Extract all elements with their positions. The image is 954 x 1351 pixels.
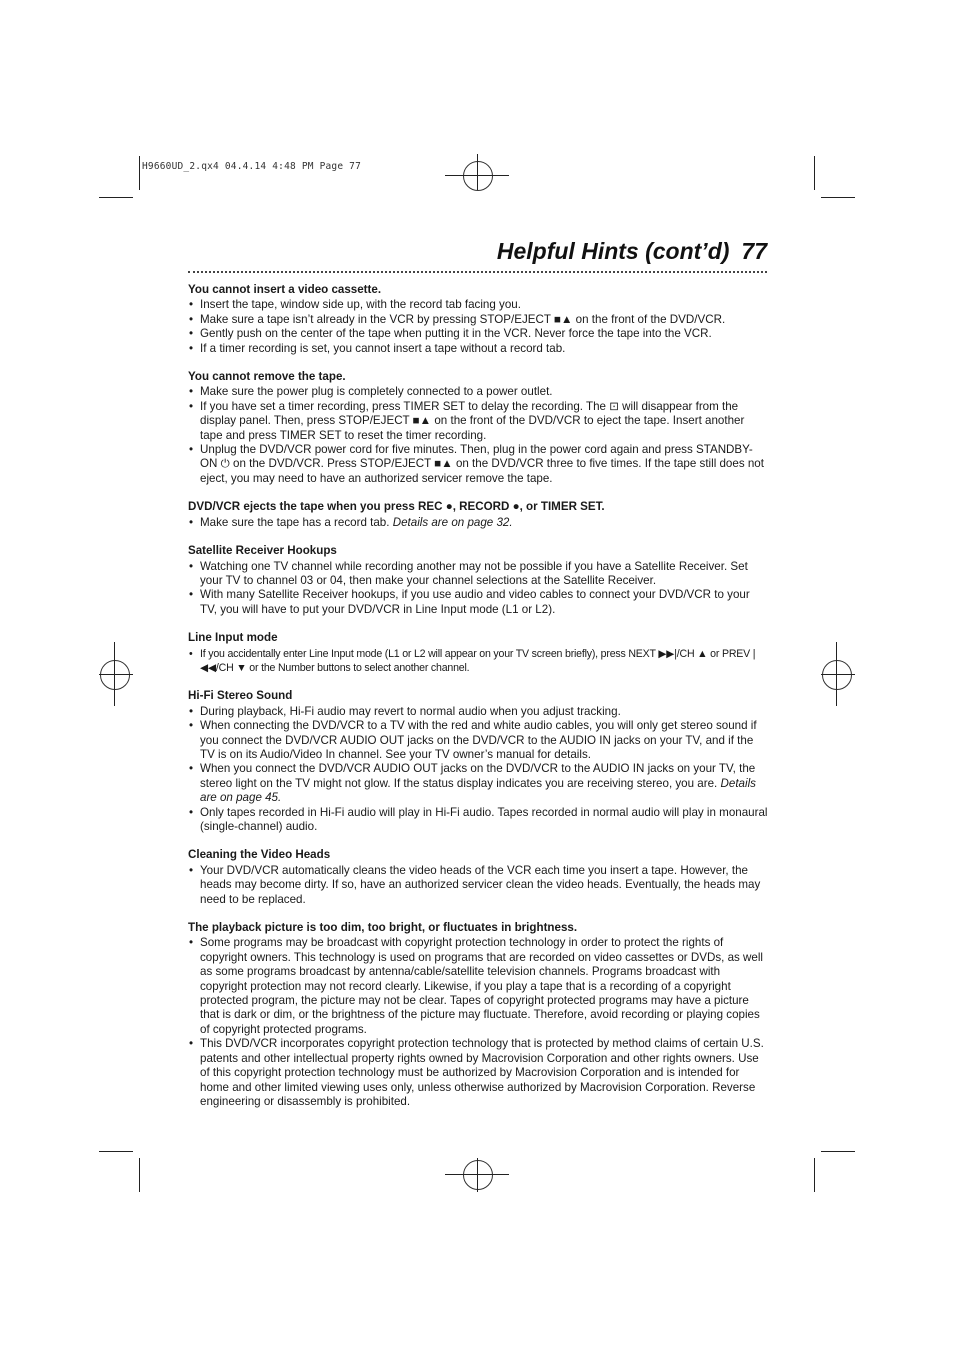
section-heading: Line Input mode <box>188 631 278 645</box>
crop-mark-top-left-h <box>99 197 133 198</box>
bullet-text: If you accidentally enter Line Input mode (L1 or L2 will appear on your TV screen briefly), press NEXT ▶▶|/CH ▲ or PREV |◀◀/CH ▼ or the Number buttons to select another channel. <box>200 647 756 674</box>
dotted-divider <box>188 271 767 273</box>
bullet-item <box>188 588 769 617</box>
bullet-item <box>188 443 769 486</box>
bullet-item <box>188 705 769 719</box>
crop-mark-top-right-v <box>814 156 815 190</box>
bullet-list <box>188 385 769 486</box>
crop-mark-bottom-left-h <box>99 1151 133 1152</box>
registration-line <box>821 674 855 675</box>
print-slug: H9660UD_2.qx4 04.4.14 4:48 PM Page 77 <box>142 161 362 172</box>
bullet-item <box>188 400 769 443</box>
bullet-text: During playback, Hi-Fi audio may revert to normal audio when you adjust tracking. <box>200 704 621 718</box>
registration-line <box>477 1158 478 1192</box>
bullet-list <box>188 936 769 1109</box>
hints-content <box>188 283 769 1123</box>
bullet-text: Make sure the power plug is completely connected to a power outlet. <box>200 385 553 399</box>
hint-section <box>188 370 769 486</box>
bullet-text: Unplug the DVD/VCR power cord for five minutes. Then, plug in the power cord again and press STANDBY-ON ⏻ on the DVD/VCR. Press STOP/EJECT ■▲ on the DVD/VCR three to five times. If the tape still does not eject, you may need to have an authorized servicer remove the tape. <box>200 443 764 485</box>
hint-section <box>188 689 769 834</box>
hint-section <box>188 544 769 617</box>
bullet-item <box>188 313 769 327</box>
bullet-text: Gently push on the center of the tape when putting it in the VCR. Never force the tape into the VCR. <box>200 327 712 341</box>
bullet-item <box>188 762 769 805</box>
section-heading: Hi-Fi Stereo Sound <box>188 689 293 703</box>
section-heading: The playback picture is too dim, too bright, or fluctuates in brightness. <box>188 921 578 935</box>
registration-line <box>836 642 837 706</box>
bullet-text: Make sure the tape has a record tab. <box>200 515 393 529</box>
registration-line <box>477 154 478 190</box>
bullet-text: Only tapes recorded in Hi-Fi audio will play in Hi-Fi audio. Tapes recorded in normal audio will play in monaural (single-channel) audio. <box>200 805 768 833</box>
registration-line <box>99 674 133 675</box>
section-heading: You cannot remove the tape. <box>188 370 346 384</box>
crop-mark-bottom-left-v <box>139 1158 140 1192</box>
bullet-text: When connecting the DVD/VCR to a TV with the red and white audio cables, you will only get stereo sound if you connect the DVD/VCR AUDIO OUT jacks on the DVD/VCR to the AUDIO IN jacks on your TV, and if the TV is on its Audio/Video In channel. See your TV owner’s manual for details. <box>200 719 757 761</box>
bullet-item <box>188 342 769 356</box>
bullet-list <box>188 864 769 907</box>
crop-mark-top-right-h <box>821 197 855 198</box>
bullet-text: If a timer recording is set, you cannot insert a tape without a record tab. <box>200 341 566 355</box>
page-header <box>497 238 767 265</box>
registration-mark-left <box>100 660 130 690</box>
page-title: Helpful Hints (cont’d) <box>496 238 730 264</box>
bullet-text: If you have set a timer recording, press TIMER SET to delay the recording. The ⊡ will disappear from the display panel. Then, press STOP/EJECT ■▲ on the front of the DVD/VCR to eject the tape. Insert another tape and press TIMER SET to reset the timer recording. <box>200 399 745 442</box>
bullet-text: Some programs may be broadcast with copyright protection technology in order to protect the rights of copyright owners. This technology is used on programs that are recorded on video cassettes or DVDs, as well as some programs broadcast by antenna/cable/satellite television channels. Programs broadcast with copyright protection may not record clearly. Likewise, if you play a tape that is a recording of a copyright protected program, the picture may not be clear. Tapes of copyright protected programs may have a picture that is dark or dim, or the brightness of the picture may fluctuate. Therefore, avoid recording or playing copies of copyright protected programs. <box>200 936 764 1036</box>
registration-mark-right <box>822 660 852 690</box>
bullet-text: Make sure a tape isn’t already in the VCR by pressing STOP/EJECT ■▲ on the front of the DVD/VCR. <box>200 312 726 326</box>
registration-line <box>114 642 115 706</box>
bullet-item <box>188 936 769 1037</box>
hint-section <box>188 848 769 907</box>
hint-section <box>188 283 769 356</box>
bullet-list <box>188 560 769 618</box>
bullet-list <box>188 647 769 676</box>
section-heading: Satellite Receiver Hookups <box>188 544 337 558</box>
hint-section <box>188 500 769 530</box>
registration-mark-top <box>463 161 493 191</box>
crop-mark-bottom-right-h <box>821 1151 855 1152</box>
crop-mark-top-left-v <box>139 156 140 190</box>
bullet-list <box>188 516 769 530</box>
bullet-item <box>188 806 769 835</box>
bullet-text: When you connect the DVD/VCR AUDIO OUT jacks on the DVD/VCR to the AUDIO IN jacks on your TV, the stereo light on the TV might not glow. If the status display indicates you are receiving stereo, you are. <box>200 762 756 790</box>
hint-section <box>188 921 769 1109</box>
crop-mark-bottom-right-v <box>814 1158 815 1192</box>
bullet-text: Watching one TV channel while recording another may not be possible if you have a Satellite Receiver. Set your TV to channel 03 or 04, then make your channel selections at the Satellite Receiver. <box>200 559 748 587</box>
bullet-item <box>188 560 769 589</box>
bullet-item <box>188 385 769 399</box>
section-heading: DVD/VCR ejects the tape when you press REC ●, RECORD ●, or TIMER SET. <box>188 500 605 514</box>
page-reference: Details are on page 32. <box>392 515 513 529</box>
bullet-item <box>188 1037 769 1109</box>
bullet-text: Insert the tape, window side up, with the record tab facing you. <box>200 298 521 312</box>
bullet-list <box>188 298 769 356</box>
page-number: 77 <box>741 238 767 264</box>
bullet-item <box>188 647 769 676</box>
section-heading: Cleaning the Video Heads <box>188 848 331 862</box>
bullet-text: With many Satellite Receiver hookups, if you use audio and video cables to connect your DVD/VCR to your TV, you will have to put your DVD/VCR in Line Input mode (L1 or L2). <box>200 588 750 616</box>
bullet-text: Your DVD/VCR automatically cleans the video heads of the VCR each time you insert a tape. However, the heads may become dirty. If so, have an authorized servicer clean the video heads. Eventually, the heads may need to be replaced. <box>200 863 761 906</box>
bullet-item <box>188 516 769 530</box>
bullet-item <box>188 864 769 907</box>
bullet-text: This DVD/VCR incorporates copyright protection technology that is protected by method claims of certain U.S. patents and other intellectual property rights owned by Macrovision Corporation and other rights owners. Use of this copyright protection technology must be authorized by Macrovision Corporation and is intended for home and other limited viewing uses only, unless otherwise authorized by Macrovision Corporation. Reverse engineering or disassembly is prohibited. <box>200 1037 764 1108</box>
registration-mark-bottom <box>463 1160 493 1190</box>
bullet-item <box>188 298 769 312</box>
bullet-item <box>188 719 769 762</box>
bullet-item <box>188 327 769 341</box>
hint-section <box>188 631 769 675</box>
section-heading: You cannot insert a video cassette. <box>188 283 382 296</box>
page-reference: Details are on page 45. <box>200 776 756 805</box>
bullet-list <box>188 705 769 835</box>
